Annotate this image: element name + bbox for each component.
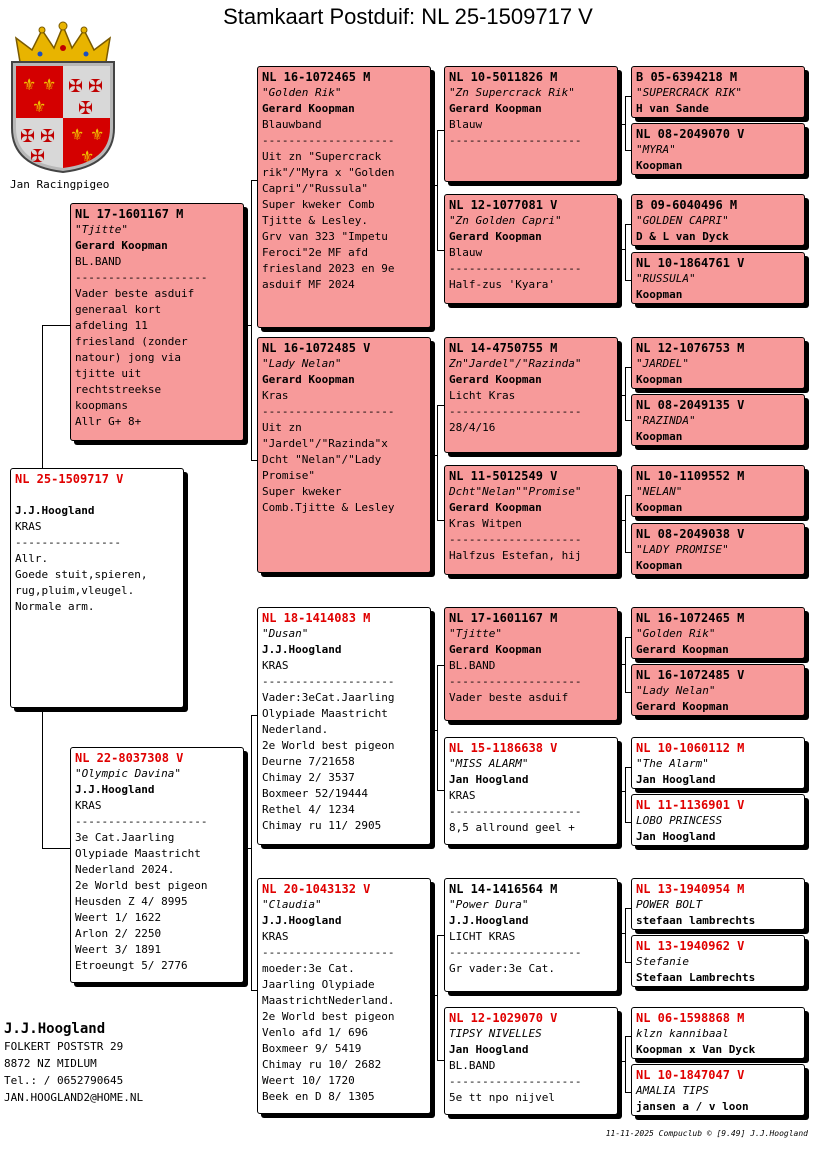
pigeon-box-fmf[interactable] [444,337,618,453]
separator: -------------------- [449,134,582,147]
connector-line [437,520,444,521]
svg-text:⚜: ⚜ [32,97,47,116]
ring-number: NL 17-1601167 M [449,611,558,625]
connector-line [625,908,626,962]
pigeon-name: "Zn Golden Capri" [449,214,562,227]
ring-number: NL 16-1072465 M [262,70,371,84]
connector-line [625,495,626,552]
breeder-name: J.J.Hoogland [262,914,342,927]
note-line: Weert 10/ 1720 [262,1074,355,1087]
svg-text:⚜: ⚜ [90,125,105,144]
separator: -------------------- [262,946,395,959]
ring-number: NL 08-2049038 V [636,527,745,541]
note-line: Grv van 323 "Impetu [262,230,388,243]
owner-email: JAN.HOOGLAND2@HOME.NL [4,1091,144,1104]
note-line: Half-zus 'Kyara' [449,278,555,291]
owner-address [4,1020,143,1106]
ring-number: NL 08-2049070 V [636,127,745,141]
pigeon-color: Blauw [449,246,483,259]
pigeon-box-gen4-1[interactable] [631,66,805,118]
pigeon-box-mmm[interactable] [444,1007,618,1115]
pigeon-name: "Lady Nelan" [262,357,342,370]
pigeon-name: "NELAN" [636,485,683,498]
pigeon-name: LOBO PRINCESS [636,814,723,827]
connector-line [618,791,625,792]
note-line: Vader beste asduif [75,287,195,300]
pigeon-box-gen4-7[interactable] [631,465,805,517]
pigeon-color: BL.BAND [75,255,122,268]
pigeon-box-mfm[interactable] [444,737,618,845]
separator: -------------------- [449,1075,582,1088]
pigeon-name: Stefanie [636,955,689,968]
pigeon-name: "Tjitte" [75,223,128,236]
breeder-name: Koopman [636,501,683,514]
connector-line [42,848,70,849]
separator: -------------------- [75,271,208,284]
pigeon-box-gen4-16[interactable] [631,1064,805,1116]
connector-line [42,325,70,326]
pigeon-color: KRAS [262,930,289,943]
pigeon-box-fff[interactable] [444,66,618,182]
separator: -------------------- [449,405,582,418]
separator: ---------------- [15,536,121,549]
connector-line [437,1060,444,1061]
note-line: friesland (zonder [75,335,188,348]
ring-number: NL 17-1601167 M [75,207,184,221]
separator: -------------------- [262,675,395,688]
note-line: koopmans [75,399,128,412]
note-line: 2e World best pigeon [262,1010,395,1023]
separator: -------------------- [449,262,582,275]
note-line: Allr G+ 8+ [75,415,142,428]
pigeon-name: "The Alarm" [636,757,709,770]
note-line: Olypiade Maastricht [262,707,388,720]
pigeon-color: Licht Kras [449,389,516,402]
pigeon-name: "Golden Rik" [262,86,342,99]
connector-line [244,848,251,849]
ring-number: NL 10-1109552 M [636,469,745,483]
owner-label: Jan Racingpigeo [10,178,110,191]
note-line: Super kweker [262,485,342,498]
pigeon-name: "Golden Rik" [636,627,716,640]
note-line: Goede stuit,spieren, [15,568,148,581]
separator: -------------------- [262,134,395,147]
breeder-name: Gerard Koopman [636,643,729,656]
note-line: Boxmeer 52/19444 [262,787,368,800]
note-line: 3e Cat.Jaarling [75,831,175,844]
note-line: rechtstreekse [75,383,162,396]
pigeon-name: "Tjitte" [449,627,502,640]
pigeon-color: LICHT KRAS [449,930,516,943]
note-line: generaal kort [75,303,162,316]
pigeon-box-father[interactable] [70,203,244,441]
ring-number: NL 16-1072485 V [636,668,745,682]
pigeon-box-ff[interactable] [257,66,431,328]
connector-line [437,405,438,520]
pigeon-color: BL.BAND [449,1059,496,1072]
ring-number: NL 08-2049135 V [636,398,745,412]
separator: -------------------- [449,946,582,959]
breeder-name: Gerard Koopman [262,373,355,386]
pigeon-box-ffm[interactable] [444,194,618,304]
note-line: 28/4/16 [449,421,496,434]
pigeon-box-gen4-6[interactable] [631,394,805,446]
note-line: Beek en D 8/ 1305 [262,1090,375,1103]
pigeon-box-gen4-9[interactable] [631,607,805,659]
breeder-name: Gerard Koopman [449,102,542,115]
pigeon-name: "RAZINDA" [636,414,696,427]
page-title: Stamkaart Postduif: NL 25-1509717 V [223,4,593,29]
connector-line [251,715,252,990]
breeder-name: J.J.Hoogland [262,643,342,656]
pigeon-name: "SUPERCRACK RIK" [636,86,742,99]
connector-line [437,935,444,936]
note-line: Boxmeer 9/ 5419 [262,1042,362,1055]
note-line: Etroeungt 5/ 2776 [75,959,188,972]
note-line: MaastrichtNederland. [262,994,395,1007]
separator: -------------------- [449,675,582,688]
pigeon-name: klzn kannibaal [636,1027,729,1040]
ring-number: NL 11-1136901 V [636,798,745,812]
pigeon-name: "Dusan" [262,627,309,640]
ring-number: NL 12-1077081 V [449,198,558,212]
pigeon-name: AMALIA TIPS [636,1084,709,1097]
breeder-name: Gerard Koopman [449,230,542,243]
pigeon-box-mother[interactable] [70,747,244,983]
pigeon-name: "Lady Nelan" [636,684,716,697]
pigeon-box-mf[interactable] [257,607,431,845]
ring-number: NL 13-1940962 V [636,939,745,953]
note-line: Chimay ru 11/ 2905 [262,819,382,832]
note-line: Normale arm. [15,600,95,613]
pigeon-color: Kras [262,389,289,402]
connector-line [618,933,625,934]
pigeon-box-gen4-15[interactable] [631,1007,805,1059]
separator: -------------------- [262,405,395,418]
note-line: 2e World best pigeon [262,739,395,752]
breeder-name: Stefaan Lambrechts [636,971,756,984]
pigeon-color: BL.BAND [449,659,496,672]
connector-line [251,180,252,460]
note-line: Capri"/"Russula" [262,182,368,195]
owner-street: FOLKERT POSTSTR 29 [4,1040,124,1053]
ring-number: NL 10-5011826 M [449,70,558,84]
pigeon-color: KRAS [15,520,42,533]
pigeon-box-mmf[interactable] [444,878,618,992]
separator: -------------------- [75,815,208,828]
breeder-name: H van Sande [636,102,709,115]
connector-line [618,124,625,125]
pigeon-name: Zn"Jardel"/"Razinda" [449,357,582,370]
note-line: 5e tt npo nijvel [449,1091,555,1104]
pigeon-box-gen4-5[interactable] [631,337,805,389]
svg-text:✠: ✠ [88,76,104,97]
breeder-name: Gerard Koopman [449,501,542,514]
note-line: "Jardel"/"Razinda"x [262,437,388,450]
ring-number: NL 15-1186638 V [449,741,558,755]
connector-line [437,250,444,251]
breeder-name: stefaan lambrechts [636,914,756,927]
breeder-name: Jan Hoogland [636,773,716,786]
breeder-name: Jan Hoogland [636,830,716,843]
note-line: Uit zn [262,421,302,434]
ring-number: NL 18-1414083 M [262,611,371,625]
pigeon-box-gen4-4[interactable] [631,252,805,304]
note-line: Weert 1/ 1622 [75,911,162,924]
note-line: Chimay 2/ 3537 [262,771,355,784]
ring-number: NL 10-1864761 V [636,256,745,270]
note-line: Tjitte & Lesley. [262,214,368,227]
note-line: Promise" [262,469,315,482]
connector-line [42,325,43,468]
breeder-name: Gerard Koopman [449,643,542,656]
breeder-name: Koopman x Van Dyck [636,1043,756,1056]
svg-text:⚜: ⚜ [22,75,37,94]
connector-line [625,224,626,280]
separator: -------------------- [449,805,582,818]
connector-line [625,367,626,420]
pigeon-box-fmm[interactable] [444,465,618,575]
pigeon-box-fm[interactable] [257,337,431,573]
ring-number: NL 10-1060112 M [636,741,745,755]
pigeon-name: "RUSSULA" [636,272,696,285]
note-line: Super kweker Comb [262,198,375,211]
note-line: rik"/"Myra x "Golden [262,166,395,179]
pigeon-name: "Claudia" [262,898,322,911]
pigeon-box-gen4-3[interactable] [631,194,805,246]
breeder-name: Gerard Koopman [449,373,542,386]
connector-line [625,1036,626,1092]
breeder-name: J.J.Hoogland [75,783,155,796]
breeder-name: Koopman [636,159,683,172]
svg-text:✠: ✠ [30,146,46,167]
pigeon-name: "GOLDEN CAPRI" [636,214,729,227]
svg-text:✠: ✠ [78,98,94,119]
connector-line [437,790,444,791]
note-line: Nederland 2024. [75,863,175,876]
pigeon-box-mm[interactable] [257,878,431,1114]
note-line: 2e World best pigeon [75,879,208,892]
note-line: rug,pluim,vleugel. [15,584,135,597]
breeder-name: J.J.Hoogland [449,914,529,927]
ring-number: NL 12-1076753 M [636,341,745,355]
breeder-name: Gerard Koopman [262,102,355,115]
note-line: Comb.Tjitte & Lesley [262,501,395,514]
ring-number: NL 06-1598868 M [636,1011,745,1025]
pigeon-box-gen4-14[interactable] [631,935,805,987]
note-line: asduif MF 2024 [262,278,355,291]
pigeon-color: Kras Witpen [449,517,522,530]
breeder-name: Koopman [636,559,683,572]
breeder-name: Gerard Koopman [75,239,168,252]
owner-city: 8872 NZ MIDLUM [4,1057,97,1070]
note-line: Jaarling Olypiade [262,978,375,991]
breeder-name: Jan Hoogland [449,1043,529,1056]
pigeon-name: Dcht"Nelan""Promise" [449,485,582,498]
connector-line [437,130,438,250]
svg-text:✠: ✠ [20,126,36,147]
pigeon-box-gen4-8[interactable] [631,523,805,575]
pigeon-name: "MYRA" [636,143,676,156]
coat-of-arms-logo [10,18,116,174]
breeder-name: J.J.Hoogland [15,504,95,517]
note-line: Vader beste asduif [449,691,569,704]
pigeon-box-subject[interactable] [10,468,184,708]
ring-number: NL 22-8037308 V [75,751,184,765]
ring-number: NL 12-1029070 V [449,1011,558,1025]
ring-number: NL 14-1416564 M [449,882,558,896]
ring-number: NL 20-1043132 V [262,882,371,896]
owner-name: J.J.Hoogland [4,1021,106,1037]
owner-phone: Tel.: / 0652790645 [4,1074,124,1087]
connector-line [618,664,625,665]
connector-line [618,520,625,521]
ring-number: NL 25-1509717 V [15,472,124,486]
breeder-name: Koopman [636,430,683,443]
note-line: Weert 3/ 1891 [75,943,162,956]
svg-text:⚜: ⚜ [70,125,85,144]
connector-line [437,130,444,131]
note-line: Deurne 7/21658 [262,755,355,768]
ring-number: B 09-6040496 M [636,198,738,212]
svg-text:✠: ✠ [68,76,84,97]
note-line: natour) jong via [75,351,181,364]
connector-line [625,767,626,822]
note-line: friesland 2023 en 9e [262,262,395,275]
pigeon-name: TIPSY NIVELLES [449,1027,542,1040]
note-line: Arlon 2/ 2250 [75,927,162,940]
note-line: Halfzus Estefan, hij [449,549,582,562]
connector-line [625,637,626,692]
note-line: Heusden Z 4/ 8995 [75,895,188,908]
note-line: Venlo afd 1/ 696 [262,1026,368,1039]
connector-line [618,395,625,396]
pigeon-name: "Power Dura" [449,898,529,911]
note-line: Nederland. [262,723,329,736]
pigeon-box-gen4-10[interactable] [631,664,805,716]
note-line: Vader:3eCat.Jaarling [262,691,395,704]
note-line: Allr. [15,552,49,565]
pigeon-color: KRAS [262,659,289,672]
svg-text:✠: ✠ [40,126,56,147]
pigeon-name: "Zn Supercrack Rik" [449,86,575,99]
connector-line [437,665,444,666]
pigeon-name: "LADY PROMISE" [636,543,729,556]
ring-number: NL 10-1847047 V [636,1068,745,1082]
ring-number: NL 14-4750755 M [449,341,558,355]
connector-line [437,665,438,790]
note-line: Chimay ru 10/ 2682 [262,1058,382,1071]
note-line: Dcht "Nelan"/"Lady [262,453,382,466]
connector-line [437,935,438,1060]
pigeon-name: "JARDEL" [636,357,689,370]
note-line: 8,5 allround geel + [449,821,575,834]
breeder-name: Koopman [636,373,683,386]
ring-number: B 05-6394218 M [636,70,738,84]
pigeon-name: "MISS ALARM" [449,757,529,770]
breeder-name: Koopman [636,288,683,301]
pigeon-color: KRAS [75,799,102,812]
connector-line [42,708,43,848]
note-line: Olypiade Maastricht [75,847,201,860]
note-line: Gr vader:3e Cat. [449,962,555,975]
pigeon-box-gen4-13[interactable] [631,878,805,930]
ring-number: NL 11-5012549 V [449,469,558,483]
pigeon-color: Blauw [449,118,483,131]
ring-number: NL 16-1072465 M [636,611,745,625]
pigeon-name: "Olympic Davina" [75,767,181,780]
svg-text:⚜: ⚜ [80,147,95,166]
breeder-name: jansen a / v loon [636,1100,749,1113]
ring-number: NL 13-1940954 M [636,882,745,896]
breeder-name: D & L van Dyck [636,230,729,243]
pigeon-box-gen4-11[interactable] [631,737,805,789]
pigeon-name: POWER BOLT [636,898,703,911]
breeder-name: Gerard Koopman [636,700,729,713]
connector-line [618,249,625,250]
connector-line [437,405,444,406]
ring-number: NL 16-1072485 V [262,341,371,355]
connector-line [625,96,626,150]
note-line: Rethel 4/ 1234 [262,803,355,816]
note-line: Feroci"2e MF afd [262,246,368,259]
pigeon-color: KRAS [449,789,476,802]
note-line: tjitte uit [75,367,142,380]
svg-text:⚜: ⚜ [42,75,57,94]
pigeon-box-mff[interactable] [444,607,618,721]
connector-line [618,1061,625,1062]
pigeon-box-gen4-12[interactable] [631,794,805,846]
connector-line [244,325,251,326]
separator: -------------------- [449,533,582,546]
footer-credit: 11-11-2025 Compuclub © [9.49] J.J.Hoogland [605,1129,808,1138]
breeder-name: Jan Hoogland [449,773,529,786]
pigeon-color: Blauwband [262,118,322,131]
pigeon-box-gen4-2[interactable] [631,123,805,175]
note-line: Uit zn "Supercrack [262,150,382,163]
note-line: afdeling 11 [75,319,148,332]
note-line: moeder:3e Cat. [262,962,355,975]
